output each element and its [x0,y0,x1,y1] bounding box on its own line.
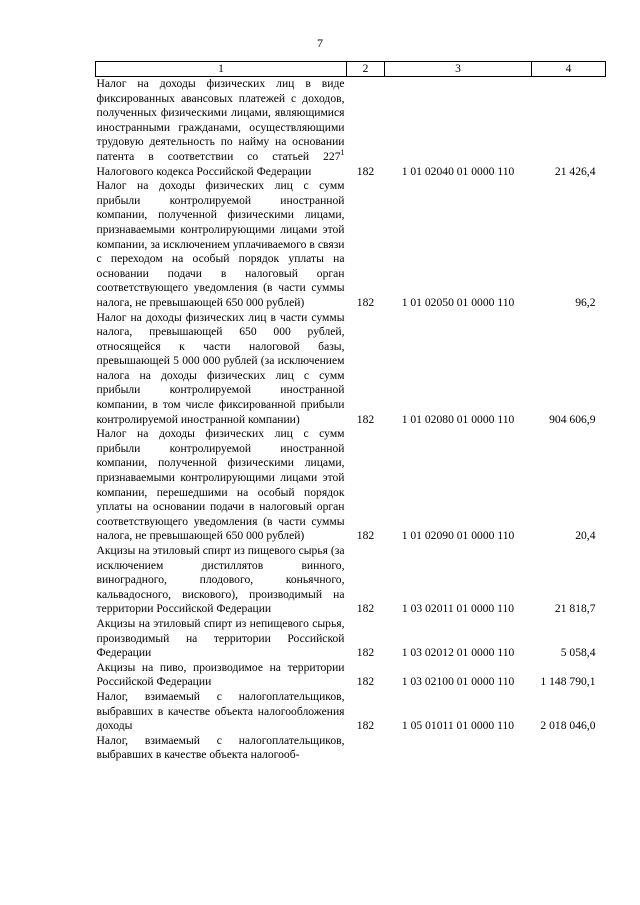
row-amount: 5 058,4 [560,646,596,660]
row-description [96,427,347,544]
row-description [96,179,347,310]
header-col-1: 1 [96,62,347,77]
table-row [96,544,606,617]
row-description-text: Налог, взимаемый с налогоплательщиков, выбравших в качестве объекта налогообложения доходы [96,689,345,733]
row-admin-code: 182 [356,412,375,426]
row-budget-code: 1 03 02012 01 0000 110 [401,646,515,660]
row-description [96,617,347,661]
table-row [96,690,606,734]
page-number: 7 [317,36,323,50]
row-amount: 904 606,9 [549,412,596,426]
row-description-text: Акцизы на этиловый спирт из пищевого сырья (за исключением дистиллятов винного, виноградного, плодового, коньячного, кальвадосного, вискового), производимый на территории Российской Федерации [96,544,345,616]
row-admin-code: 182 [356,529,375,543]
table-row [96,617,606,661]
row-description [96,544,347,617]
row-description-text: Налог на доходы физических лиц в виде фиксированных авансовых платежей с доходов, полученных физическими лицами, являющимися иностранными гражданами, осуществляющими трудовую деятельность по найму на основании патента в соответствии со статьей 227 [96,77,345,163]
table-body [96,77,606,763]
table-row [96,179,606,310]
row-admin-code: 182 [356,646,375,660]
row-amount: 21 426,4 [554,164,596,178]
row-description-text: Налог на доходы физических лиц в части суммы налога, превышающей 650 000 рублей, относящейся к части налоговой базы, превышающей 5 000 000 рублей (за исключением налога на доходы физических лиц с сумм прибыли контролируемой иностранной компании, в том числе фиксированной прибыли контролируемой иностранной компании) [96,310,345,426]
revenue-table [95,61,606,763]
row-description [96,734,347,763]
row-amount: 21 818,7 [554,602,596,616]
row-budget-code: 1 01 02080 01 0000 110 [401,412,515,426]
header-col-3: 3 [385,62,532,77]
row-admin-code: 182 [356,164,375,178]
row-description-text: Акцизы на пиво, производимое на территории Российской Федерации [96,660,345,689]
row-description-text: Налог, взимаемый с налогоплательщиков, выбравших в качестве объекта налогооб- [96,733,345,762]
row-admin-code: 182 [356,719,375,733]
header-col-4: 4 [532,62,606,77]
row-description-text: Налог на доходы физических лиц с сумм прибыли контролируемой иностранной компании, полученной физическими лицами, признаваемыми контролирующими лицами этой компании, за исключением уплачиваемого в связи с переходом на особый порядок уплаты на основании подачи в налоговый орган соответствующего уведомления (в части суммы налога, не превышающей 650 000 рублей) [96,179,345,309]
row-amount: 20,4 [575,529,596,543]
table-row [96,734,606,763]
table-row [96,661,606,690]
row-description-text: Налог на доходы физических лиц с сумм прибыли контролируемой иностранной компании, полученной физическими лицами, признаваемыми контролирующими лицами этой компании, перешедшими на особый порядок уплаты на основании подачи в налоговый орган соответствующего уведомления (в части суммы налога, не превышающей 650 000 рублей) [96,427,345,543]
row-budget-code: 1 03 02100 01 0000 110 [401,675,515,689]
table-row [96,427,606,544]
row-amount: 96,2 [575,295,596,309]
row-description-text-continued: Налогового кодекса Российской Федерации [96,164,312,178]
row-budget-code: 1 01 02050 01 0000 110 [401,295,515,309]
row-description [96,690,347,734]
header-col-2: 2 [347,62,385,77]
row-amount [532,734,606,763]
row-admin-code: 182 [356,675,375,689]
row-budget-code: 1 05 01011 01 0000 110 [401,719,515,733]
row-budget-code: 1 03 02011 01 0000 110 [401,602,515,616]
footnote-superscript: 1 [340,148,345,158]
row-description [96,311,347,428]
revenue-table-container [95,61,605,763]
table-header-row [96,62,606,77]
row-amount: 1 148 790,1 [540,675,596,689]
row-description-text: Акцизы на этиловый спирт из непищевого сырья, производимый на территории Российской Федерации [96,616,345,660]
row-description [96,77,347,180]
table-row [96,311,606,428]
row-admin-code: 182 [356,295,375,309]
row-budget-code: 1 01 02040 01 0000 110 [401,164,515,178]
table-row [96,77,606,180]
row-admin-code [347,734,385,763]
row-budget-code [385,734,532,763]
row-amount: 2 018 046,0 [540,719,596,733]
row-admin-code: 182 [356,602,375,616]
row-description [96,661,347,690]
row-budget-code: 1 01 02090 01 0000 110 [401,529,515,543]
